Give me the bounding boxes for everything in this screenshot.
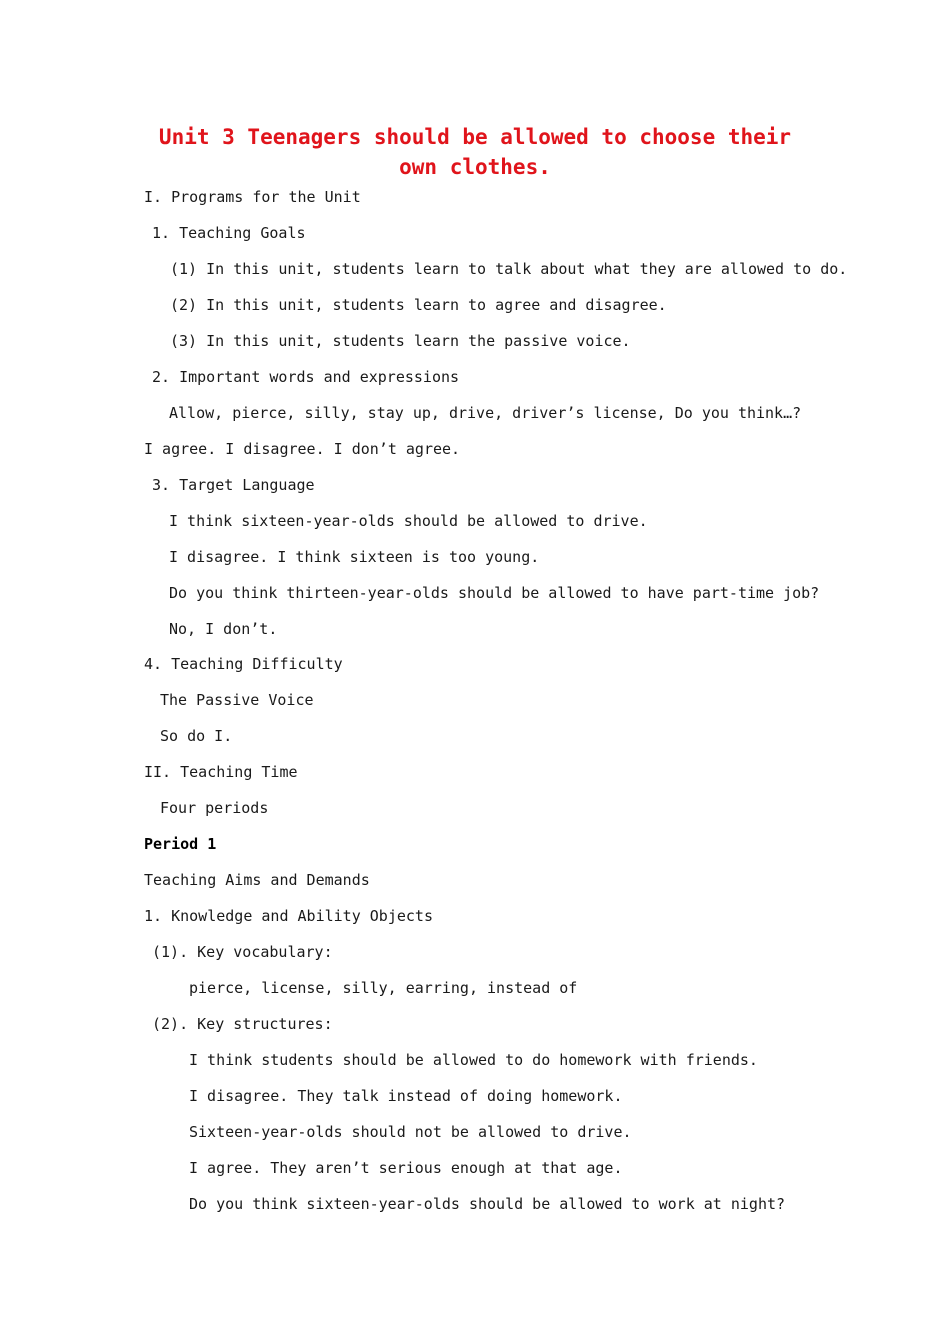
target-language-line: I think sixteen-year-olds should be allowed to drive. [169, 512, 648, 530]
document-title: Unit 3 Teenagers should be allowed to choose their own clothes. [158, 125, 792, 179]
target-language-line: I disagree. I think sixteen is too young. [169, 548, 540, 566]
key-vocabulary-heading: (1). Key vocabulary: [152, 943, 333, 961]
vocabulary-line: I agree. I disagree. I don’t agree. [144, 440, 461, 458]
subheading-teaching-goals: 1. Teaching Goals [152, 224, 306, 242]
key-structure-line: I agree. They aren’t serious enough at that age. [189, 1159, 623, 1177]
target-language-line: Do you think thirteen-year-olds should be allowed to have part-time job? [169, 584, 820, 602]
aims-heading: Teaching Aims and Demands [144, 871, 370, 889]
period-heading: Period 1 [144, 835, 217, 853]
subheading-important-words: 2. Important words and expressions [152, 368, 460, 386]
goal-item: (1) In this unit, students learn to talk about what they are allowed to do. [170, 260, 848, 278]
goal-item: (3) In this unit, students learn the passive voice. [170, 332, 631, 350]
subheading-target-language: 3. Target Language [152, 476, 315, 494]
section-heading-programs: I. Programs for the Unit [144, 188, 361, 206]
target-language-line: No, I don’t. [169, 620, 278, 638]
key-structures-heading: (2). Key structures: [152, 1015, 333, 1033]
key-structure-line: Do you think sixteen-year-olds should be allowed to work at night? [189, 1195, 786, 1213]
subheading-teaching-difficulty: 4. Teaching Difficulty [144, 655, 343, 673]
teaching-time-value: Four periods [160, 799, 269, 817]
key-structure-line: Sixteen-year-olds should not be allowed to drive. [189, 1123, 632, 1141]
goal-item: (2) In this unit, students learn to agree and disagree. [170, 296, 667, 314]
difficulty-line: So do I. [160, 727, 233, 745]
key-structure-line: I disagree. They talk instead of doing homework. [189, 1087, 623, 1105]
difficulty-line: The Passive Voice [160, 691, 314, 709]
key-structure-line: I think students should be allowed to do homework with friends. [189, 1051, 758, 1069]
section-heading-teaching-time: II. Teaching Time [144, 763, 298, 781]
vocabulary-line: Allow, pierce, silly, stay up, drive, driver’s license, Do you think…? [169, 404, 802, 422]
objects-heading: 1. Knowledge and Ability Objects [144, 907, 433, 925]
key-vocabulary-list: pierce, license, silly, earring, instead of [189, 979, 578, 997]
